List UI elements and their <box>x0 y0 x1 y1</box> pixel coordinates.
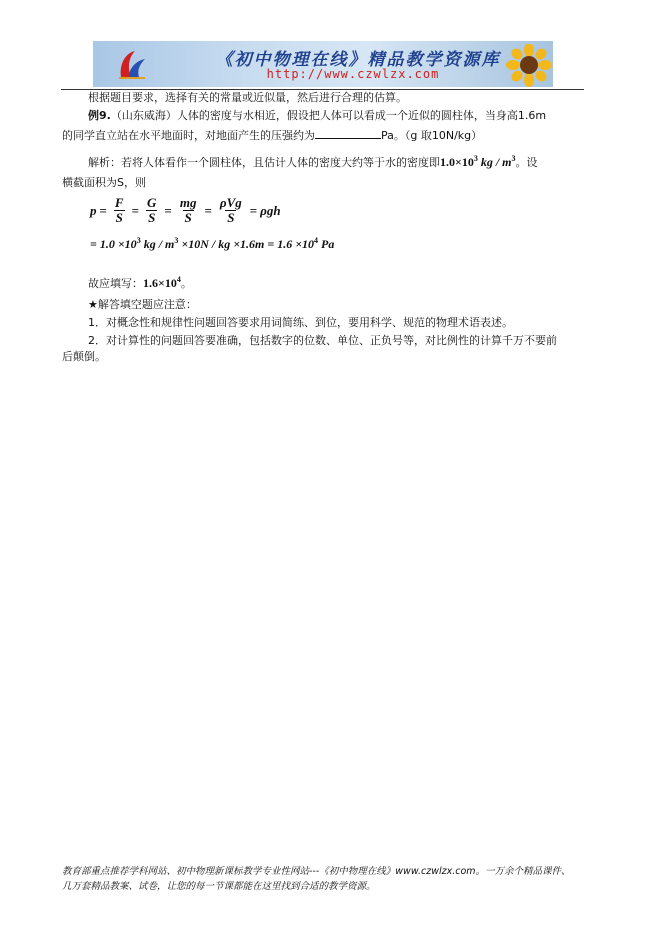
example-text-2a: 的同学直立站在水平地面时，对地面产生的压强约为 <box>62 129 315 142</box>
notes-title: ★解答填空题应注意： <box>88 298 197 311</box>
header-divider <box>61 89 584 90</box>
pressure-calculation: = $1.0 \times 10^3$ kg / $m^3 \times 10N$ / kg $\times 1.6m = 1.6 \times 10^4$ Pa <box>90 236 335 251</box>
example-text-1: （山东威海）人体的密度与水相近，假设把人体可以看成一个近似的圆柱体，当身高1.6m <box>110 109 547 122</box>
answer-value: $1.6\times 10^4$ <box>143 275 181 290</box>
fraction-g-over-s: $\frac{G}{S}$ <box>147 195 157 225</box>
footer-line-1: 教育部重点推荐学科网站、初中物理新课标教学专业性网站---《初中物理在线》www.czwlzx.com。一万余个精品课件、 <box>62 866 571 877</box>
example-line-1 <box>88 109 546 123</box>
example-text-2b: Pa。（g 取10N/kg） <box>381 129 483 142</box>
answer-prefix: 故应填写： <box>88 277 143 290</box>
banner-title: 《初中物理在线》精品教学资源库 <box>215 50 501 70</box>
analysis-text-b: 。设 <box>515 156 538 169</box>
fraction-rhovg-over-s: $\frac{\text{ρVg}}{S}$ <box>219 195 242 225</box>
analysis-text-a: 解析：若将人体看作一个圆柱体，且估计人体的密度大约等于水的密度即 <box>88 156 440 169</box>
analysis-line-1 <box>88 152 538 170</box>
site-logo-icon <box>115 47 149 81</box>
fraction-mg-over-s: $\frac{mg}{S}$ <box>179 195 197 225</box>
footer-line-2: 几万套精品教案、试卷，让您的每一节课都能在这里找到合适的教学资源。 <box>62 881 376 892</box>
banner-url[interactable]: http://www.czwlzx.com <box>266 67 440 81</box>
example-line-2 <box>62 127 482 143</box>
answer-blank[interactable] <box>315 127 381 139</box>
density-expression: $1.0\times 10^3$ kg / $m^3$ <box>440 154 516 169</box>
fraction-f-over-s: $\frac{F}{S}$ <box>114 195 124 225</box>
pressure-formula: p = $\frac{F}{S}$ = $\frac{G}{S}$ = $\frac{mg}{S}$ = $\frac{\text{ρVg}}{S}$ = ρgh <box>90 195 281 225</box>
note-2-line-1: 2．对计算性的问题回答要准确，包括数字的位数、单位、正负号等，对比例性的计算千万不要前 <box>88 334 557 347</box>
intro-paragraph: 根据题目要求，选择有关的常量或近似量，然后进行合理的估算。 <box>88 91 407 104</box>
header-banner <box>93 41 553 87</box>
answer-line: 故应填写：$1.6\times 10^4$。 <box>88 275 192 290</box>
note-1: 1．对概念性和规律性问题回答要求用词简练、到位，要用科学、规范的物理术语表述。 <box>88 316 513 329</box>
example-label: 例9. <box>88 109 111 122</box>
analysis-line-2: 横截面积为S，则 <box>62 176 146 189</box>
sunflower-icon <box>505 44 553 87</box>
note-2-line-2: 后颠倒。 <box>62 350 106 363</box>
